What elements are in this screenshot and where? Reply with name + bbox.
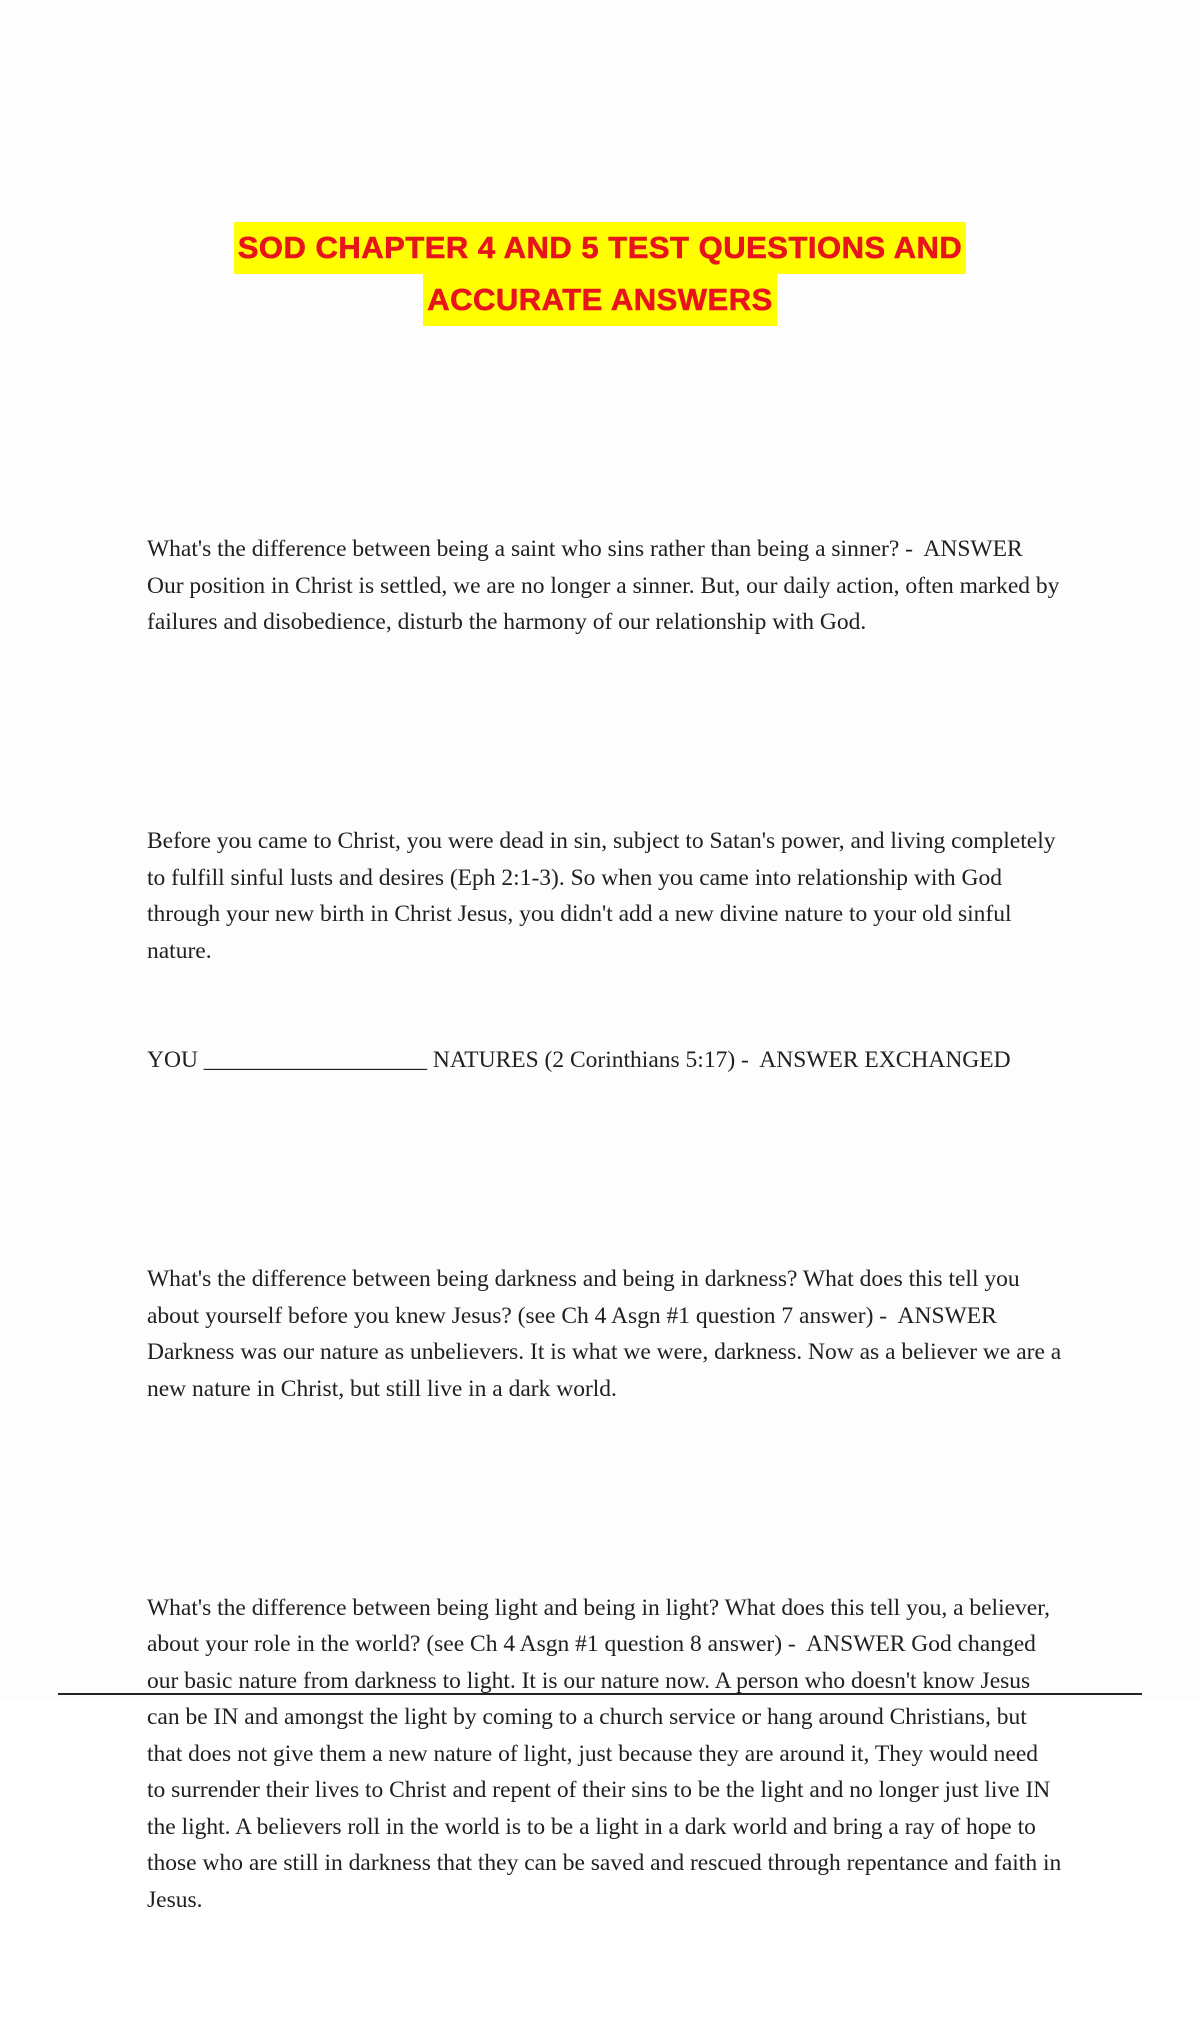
document-title [0,222,1200,326]
qa-paragraph [147,750,1062,1152]
qa-paragraph [147,458,1066,714]
paragraph-text: Before you came to Christ, you were dead in sin, subject to Satan's power, and living completely to fulfill sinful lusts and desires (Eph 2:1-3). So when you came into relationship with God through your new birth in Christ Jesus, you didn't add a new divine nature to your old sinful nature. [147,828,1062,964]
paragraph-text: YOU ___________________ NATURES (2 Corinthians 5:17) - ANSWER EXCHANGED [147,1047,1011,1073]
paragraph-text: What's the difference between being darkness and being in darkness? What does this tell you about yourself before you knew Jesus? (see Ch 4 Asgn #1 question 7 answer) - ANSWER Darkness was our nature as unbelievers. It is what we were, darkness. Now as a believer we are a new nature in Christ, but still live in a dark world. [147,1266,1068,1402]
title-line-1: SOD CHAPTER 4 AND 5 TEST QUESTIONS AND [234,222,967,274]
paragraph-text: What's the difference between being a saint who sins rather than being a sinner? - ANSWER Our position in Christ is settled, we are no longer a sinner. But, our daily action, often marked by failures and disobedience, disturb the harmony of our relationship with God. [147,536,1066,635]
qa-paragraph [147,1188,1068,1480]
page-divider [58,1693,1142,1695]
title-line-2: ACCURATE ANSWERS [423,274,777,326]
paragraph-text: What's the difference between being light and being in light? What does this tell you, a believer, about your role in the world? (see Ch 4 Asgn #1 question 8 answer) - ANSWER God changed our basic nature from darkness to light. It is our nature now. A person who doesn't know Jesus can be IN and amongst the light by coming to a church service or hang around Christians, but that does not give them a new nature of light, just because they are around it, They would need to surrender their lives to Christ and repent of their sins to be the light and no longer just live IN the light. A believers roll in the world is to be a light in a dark world and bring a ray of hope to those who are still in darkness that they can be saved and rescued through repentance and faith in Jesus. [147,1594,1068,1913]
document-body [147,458,1068,2028]
qa-paragraph [147,1517,1068,1992]
